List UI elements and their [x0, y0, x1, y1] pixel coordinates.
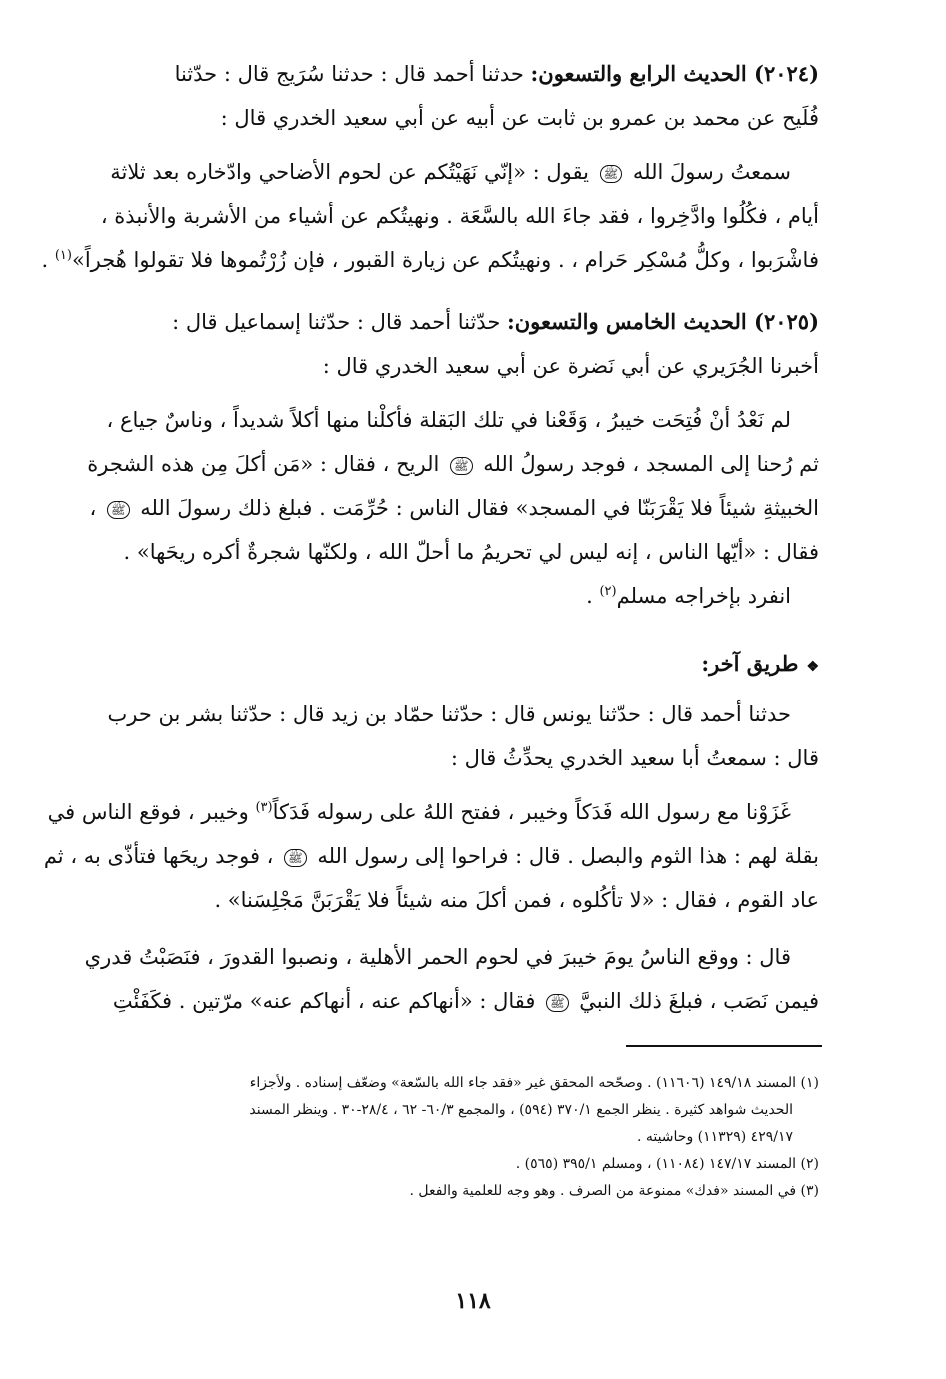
- footnote-2: (٢) المسند ١٤٧/١٧ (١١٠٨٤) ، ومسلم ٣٩٥/١ (٥٦٥) .: [515, 1156, 819, 1172]
- hadith-2025-chain-2: أخبرنا الجُرَيري عن أبي نَضرة عن أبي سعيد الخدري قال :: [322, 354, 819, 378]
- footnote-1-line-1: (١) المسند ١٤٩/١٨ (١١٦٠٦) . وصحّحه المحقق غير «فقد جاء الله بالسّعة» وضعّف إسناده . ولأجزاء: [249, 1075, 819, 1091]
- footnote-ref-2[interactable]: (٢): [599, 584, 617, 599]
- another-path-line-2: [43, 834, 819, 878]
- salutation-icon: ﷺ: [284, 849, 307, 867]
- another-path-line-5: [95, 979, 819, 1023]
- another-path-heading: [95, 642, 819, 689]
- hadith-2024-text: [41, 150, 819, 282]
- another-path-chain-2: قال : سمعتُ أبا سعيد الخدري يحدِّثُ قال :: [450, 746, 819, 770]
- another-path-text-5b: فقال : «أنهاكم عنه ، أنهاكم عنه» مرّتين . فكَفَئْتِ: [112, 989, 536, 1013]
- salutation-icon: ﷺ: [450, 457, 473, 475]
- hadith-2025-header-line: [95, 300, 819, 344]
- hadith-2025-note-text: انفرد بإخراجه مسلم: [616, 584, 791, 608]
- hadith-2024-line-3: [41, 238, 819, 282]
- hadith-2025-line-4: فقال : «أيّها الناس ، إنه ليس لي تحريمُ ما أحلّ الله ، ولكنّها شجرةٌ أكره ريحَها» .: [123, 540, 819, 564]
- another-path-text-1b: وخيبر ، فوقع الناس في: [47, 800, 256, 824]
- another-path-text-5a: فيمن نَصَب ، فبلغَ ذلك النبيَّ: [579, 989, 819, 1013]
- hadith-2024-line-2: أيام ، فكُلُوا وادَّخِروا ، فقد جاءَ الله بالسَّعَة . ونهيتُكم عن أشياء من الأشربة والأنبذة ،: [100, 204, 819, 228]
- hadith-2024-text-3: فاشْرَبوا ، وكلُّ مُسْكِر حَرام ، . ونهيتُكم عن زيارة القبور ، فإن زُرْتُموها فلا تقولوا هُجراً»: [71, 248, 819, 272]
- diamond-bullet-icon: ❖: [806, 659, 819, 675]
- page-number: ١١٨: [455, 1288, 491, 1314]
- salutation-icon: ﷺ: [107, 501, 130, 519]
- another-path-text-2a: بقلة لهم : هذا الثوم والبصل . قال : فراحوا إلى رسول الله: [317, 844, 819, 868]
- footnote-ref-3[interactable]: (٣): [255, 800, 273, 815]
- footnote-3: (٣) في المسند «فدك» ممنوعة من الصرف . وهو وجه للعلمية والفعل .: [409, 1183, 819, 1199]
- another-path-text-1a: غَزَوْنا مع رسول الله فَدَكاً وخيبر ، ففتح اللهُ على رسوله فَدَكاً: [272, 800, 791, 824]
- another-path-heading-block: [95, 642, 819, 689]
- hadith-2025-text-3b: ،: [89, 496, 97, 520]
- hadith-2025-note-end: .: [586, 584, 600, 608]
- hadith-2025-chain-1: حدّثنا أحمد قال : حدّثنا إسماعيل قال :: [172, 310, 501, 334]
- another-path-chain: [95, 692, 819, 780]
- hadith-2024-line-1: [95, 150, 819, 194]
- hadith-2024-label: (٢٠٢٤) الحديث الرابع والتسعون:: [530, 61, 819, 86]
- hadith-2024-header-line: [95, 52, 819, 96]
- another-path-line-1: [47, 790, 819, 834]
- another-path-text-2: [84, 935, 819, 1023]
- hadith-2025-note: [95, 574, 819, 618]
- hadith-2024-text-3-end: .: [41, 248, 55, 272]
- hadith-2025-text: [87, 398, 819, 618]
- salutation-icon: ﷺ: [600, 165, 623, 183]
- hadith-2025-chain: [95, 300, 819, 388]
- hadith-2025-line-1: لم نَعْدُ أنْ فُتِحَت خيبرُ ، وَقَعْنا في تلك البَقلة فأكلْنا منها أكلاً شديداً ، وناسٌ جياع ،: [106, 408, 791, 432]
- hadith-2024-chain: [95, 52, 819, 140]
- another-path-heading-text: طريق آخر:: [701, 651, 799, 676]
- hadith-2024-text-1b: يقول : «إنّي نَهَيْتُكم عن لحوم الأضاحي وادّخاره بعد ثلاثة: [110, 160, 589, 184]
- hadith-2025-line-2: [87, 442, 819, 486]
- footnote-1-line-2: الحديث شواهد كثيرة . ينظر الجمع ٣٧٠/١ (٥٩٤) ، والمجمع ٦٠/٣- ٦٢ ، ٢٨/٤-٣٠ . وينظر المسند: [249, 1102, 793, 1118]
- another-path-text: [43, 790, 819, 922]
- hadith-2024-chain-1: حدثنا أحمد قال : حدثنا سُرَيج قال : حدّثنا: [174, 62, 524, 86]
- another-path-chain-1: حدثنا أحمد قال : حدّثنا يونس قال : حدّثنا حمّاد بن زيد قال : حدّثنا بشر بن حرب: [107, 702, 791, 726]
- salutation-icon: ﷺ: [546, 994, 569, 1012]
- hadith-2025-text-2a: ثم رُحنا إلى المسجد ، فوجد رسولُ الله: [483, 452, 819, 476]
- hadith-2025-line-3: [89, 486, 819, 530]
- hadith-2024-text-1a: سمعتُ رسولَ الله: [632, 160, 791, 184]
- another-path-line-3: عاد القوم ، فقال : «لا تأكُلوه ، فمن أكلَ منه شيئاً فلا يَقْرَبَنَّ مَجْلِسَنا» .: [214, 888, 819, 912]
- hadith-2025-text-3a: الخبيثةِ شيئاً فلا يَقْرَبَنّا في المسجد» فقال الناس : حُرِّمَت . فبلغ ذلك رسولَ الله: [140, 496, 819, 520]
- footnote-ref-1[interactable]: (١): [54, 248, 72, 263]
- footnotes: [110, 1070, 819, 1205]
- hadith-2025-text-2b: الريح ، فقال : «مَن أكلَ مِن هذه الشجرة: [87, 452, 440, 476]
- hadith-2025-label: (٢٠٢٥) الحديث الخامس والتسعون:: [506, 309, 819, 334]
- footnote-divider: [626, 1045, 822, 1047]
- another-path-line-4: قال : ووقع الناسُ يومَ خيبرَ في لحوم الحمر الأهلية ، ونصبوا القدورَ ، فنَصَبْتُ قدري: [84, 945, 791, 969]
- another-path-text-2b: ، فوجد ريحَها فتأذّى به ، ثم: [43, 844, 274, 868]
- hadith-2024-chain-2: فُلَيح عن محمد بن عمرو بن ثابت عن أبيه عن أبي سعيد الخدري قال :: [220, 106, 819, 130]
- footnote-1-line-3: ٤٢٩/١٧ (١١٣٢٩) وحاشيته .: [636, 1129, 793, 1145]
